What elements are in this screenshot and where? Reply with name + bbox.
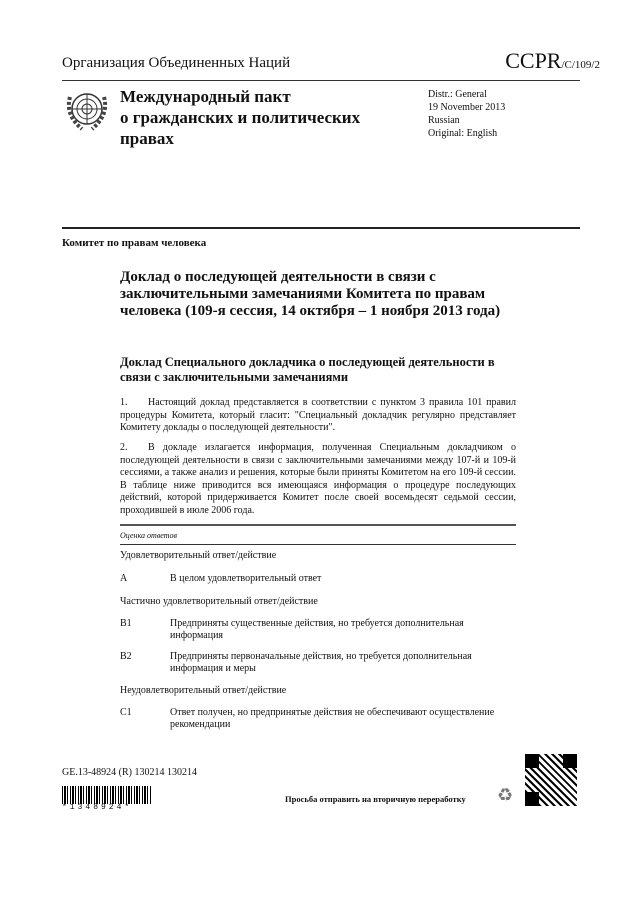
table-top-rule xyxy=(120,524,516,526)
title-line: правах xyxy=(120,129,174,148)
distr-line: Distr.: General xyxy=(428,89,487,100)
recycle-note: Просьба отправить на вторичную переработку xyxy=(285,794,466,804)
barcode-text: *1348924* xyxy=(62,803,133,812)
row-text: Предприняты существенные действия, но требуется дополнительная информация xyxy=(170,618,464,641)
divider xyxy=(62,227,580,229)
report-subheading: Доклад Специального докладчика о последующей деятельности в связи с заключительными замечаниями xyxy=(120,355,495,384)
un-emblem-icon xyxy=(62,85,112,135)
section-title: Удовлетворительный ответ/действие xyxy=(120,550,277,561)
job-number: GE.13-48924 (R) 130214 130214 xyxy=(62,767,197,778)
title-line: Международный пакт xyxy=(120,87,291,106)
table-row xyxy=(120,707,516,731)
organization-name: Организация Объединенных Наций xyxy=(62,55,291,71)
report-heading: Доклад о последующей деятельности в связи с заключительными замечаниями Комитета по правам человека (109-я сессия, 14 октября – 1 ноября 2013 года) xyxy=(120,269,501,319)
recycle-icon: ♻ xyxy=(497,785,514,805)
section-title: Частично удовлетворительный ответ/действие xyxy=(120,596,318,607)
row-text: В целом удовлетворительный ответ xyxy=(170,573,322,584)
table-row xyxy=(120,573,516,585)
distribution-info xyxy=(428,88,505,140)
divider xyxy=(62,80,580,81)
table-row xyxy=(120,651,516,675)
language: Russian xyxy=(428,115,460,126)
row-code: B2 xyxy=(120,651,132,662)
table-row xyxy=(120,618,516,642)
date: 19 November 2013 xyxy=(428,102,506,113)
row-code: C1 xyxy=(120,707,132,718)
section-title: Неудовлетворительный ответ/действие xyxy=(120,685,287,696)
document-symbol xyxy=(505,48,600,74)
paragraph-number: 1. xyxy=(120,397,128,408)
paragraph-number: 2. xyxy=(120,442,128,453)
row-text: Ответ получен, но предпринятые действия не обеспечивают осуществление рекомендации xyxy=(170,707,495,730)
paragraph-text: Настоящий доклад представляется в соответствии с пунктом 3 правила 101 правил процедуры Комитета, который гласит: "Специальный докладчик регулярно представляет Комитету доклады о последующей деятельности". xyxy=(120,397,516,433)
committee-name: Комитет по правам человека xyxy=(62,237,207,249)
qr-code-icon xyxy=(525,754,577,806)
table-header: Оценка ответов xyxy=(120,531,177,540)
barcode-icon xyxy=(62,786,152,804)
paragraph xyxy=(120,397,516,435)
table-header-rule xyxy=(120,544,516,545)
paragraph-text: В докладе излагается информация, полученная Специальным докладчиком о последующей деятельности в связи с заключительными замечаниями между 107-й и 109-й сессиями, а также анализ и решения, которые были приняты Комитетом на его 109-й сессии. В таблице ниже приводится вся имеющаяся информация о процедуре последующих действий, которой придерживается Комитет после своей восемьдесят седьмой сессии, проходившей в июле 2006 года. xyxy=(120,442,516,516)
symbol-suffix: /C/109/2 xyxy=(561,59,600,71)
row-code: A xyxy=(120,573,128,584)
title-line: о гражданских и политических xyxy=(120,108,361,127)
symbol-main: CCPR xyxy=(505,48,562,73)
treaty-title xyxy=(120,86,360,149)
row-text: Предприняты первоначальные действия, но требуется дополнительная информация и меры xyxy=(170,651,472,674)
paragraph xyxy=(120,442,516,517)
original-language: Original: English xyxy=(428,128,498,139)
row-code: B1 xyxy=(120,618,132,629)
